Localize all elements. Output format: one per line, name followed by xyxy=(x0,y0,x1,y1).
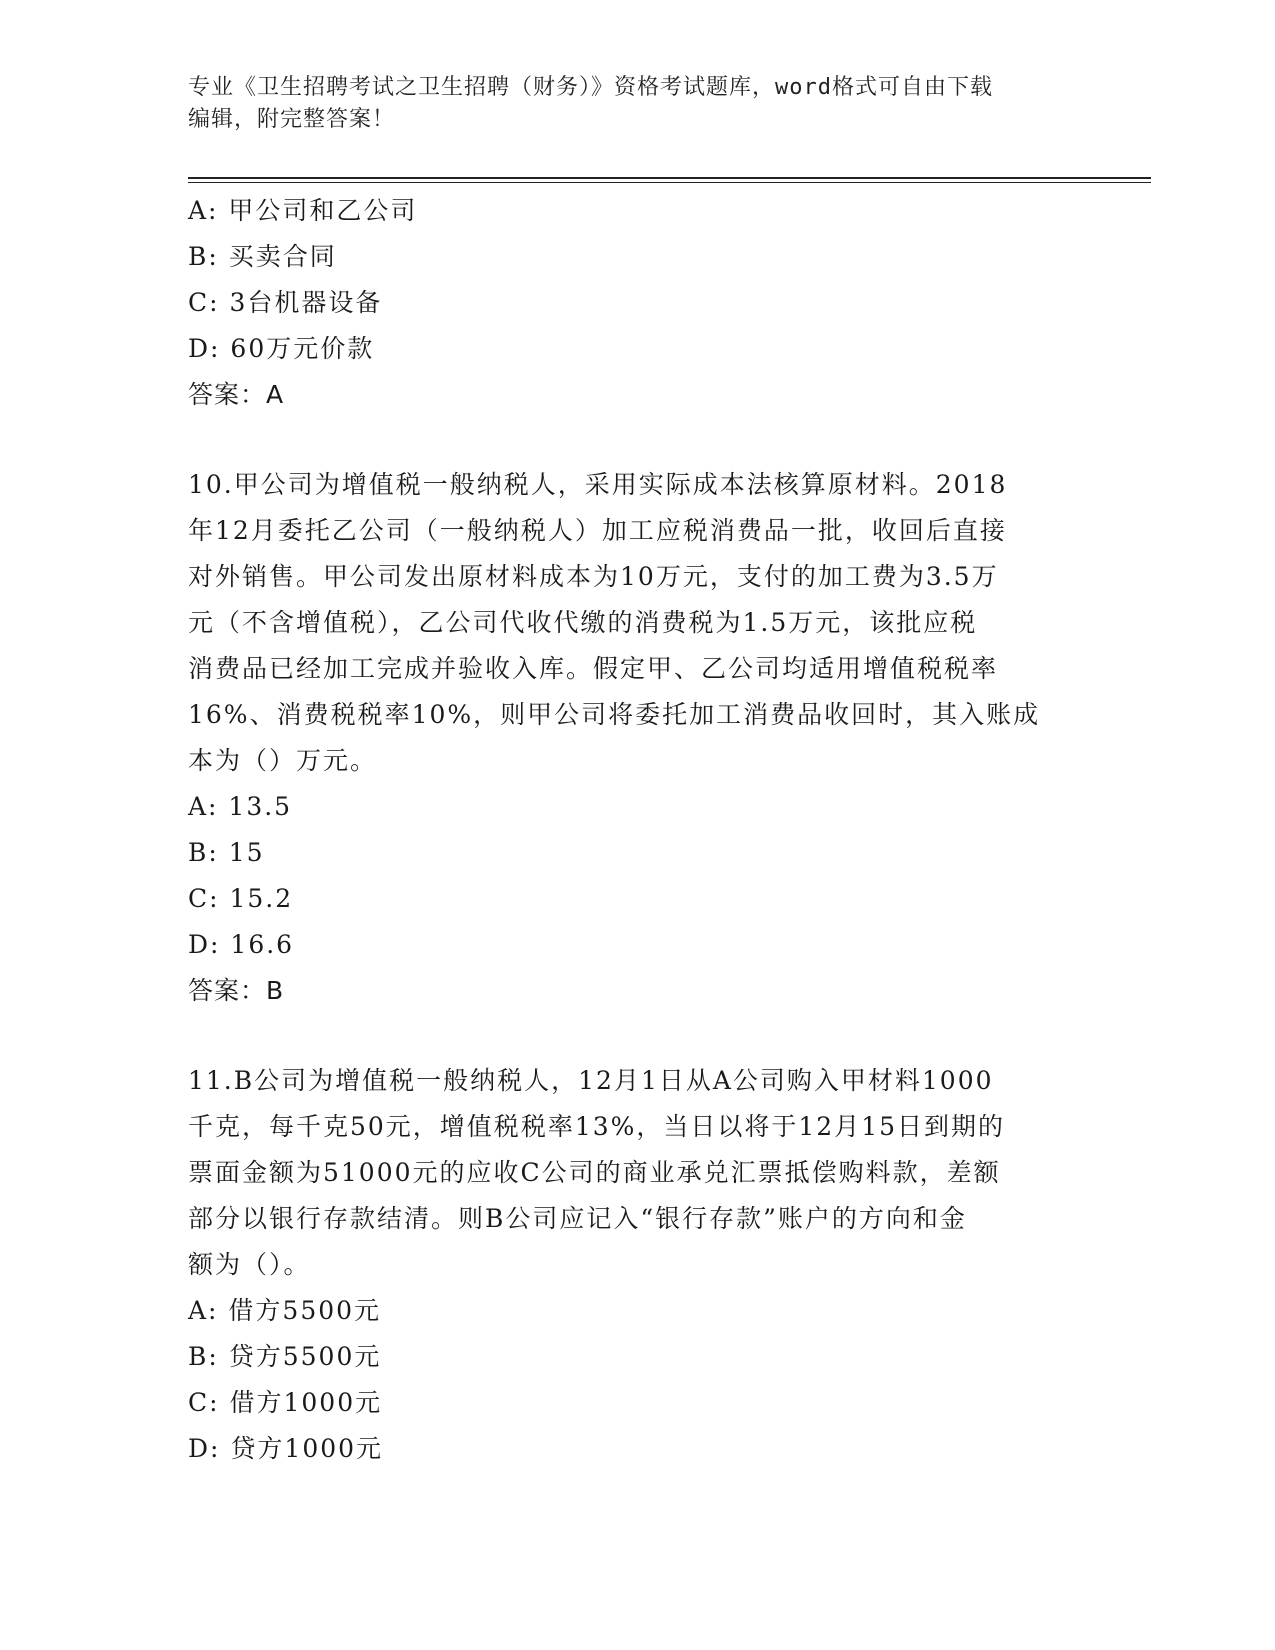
page-header xyxy=(188,72,1088,136)
question-line: 年12月委托乙公司（一般纳税人）加工应税消费品一批，收回后直接 xyxy=(188,516,1007,545)
question-line: 元（不含增值税），乙公司代收代缴的消费税为1.5万元，该批应税 xyxy=(188,608,978,637)
question-line: 16%、消费税税率10%，则甲公司将委托加工消费品收回时，其入账成 xyxy=(188,700,1041,729)
option-a: A: 甲公司和乙公司 xyxy=(188,196,418,225)
question-line: 11.B公司为增值税一般纳税人，12月1日从A公司购入甲材料1000 xyxy=(188,1066,994,1095)
question-11 xyxy=(188,1058,1088,1472)
header-line-1: 专业《卫生招聘考试之卫生招聘（财务）》资格考试题库，word格式可自由下载 xyxy=(188,75,993,100)
option-a: A: 13.5 xyxy=(188,792,293,821)
question-text xyxy=(188,462,1088,784)
question-line: 票面金额为51000元的应收C公司的商业承兑汇票抵偿购料款，差额 xyxy=(188,1158,1001,1187)
question-list xyxy=(188,188,1088,1472)
option-c: C: 借方1000元 xyxy=(188,1388,383,1417)
question-line: 消费品已经加工完成并验收入库。假定甲、乙公司均适用增值税税率 xyxy=(188,654,999,683)
question-line: 部分以银行存款结清。则B公司应记入“银行存款”账户的方向和金 xyxy=(188,1204,967,1233)
option-d: D: 60万元价款 xyxy=(188,334,375,363)
option-a: A: 借方5500元 xyxy=(188,1296,382,1325)
answer-label: 答案：B xyxy=(188,976,285,1005)
question-line: 千克，每千克50元，增值税税率13%，当日以将于12月15日到期的 xyxy=(188,1112,1006,1141)
option-b: B: 贷方5500元 xyxy=(188,1342,382,1371)
question-9 xyxy=(188,188,1088,418)
header-divider-thick xyxy=(188,177,1151,179)
question-line: 额为（）。 xyxy=(188,1250,311,1279)
question-text xyxy=(188,1058,1088,1288)
option-d: D: 贷方1000元 xyxy=(188,1434,384,1463)
option-d: D: 16.6 xyxy=(188,930,295,959)
header-divider-thin xyxy=(188,182,1151,183)
question-10 xyxy=(188,462,1088,1014)
option-b: B: 买卖合同 xyxy=(188,242,337,271)
answer-label: 答案：A xyxy=(188,380,285,409)
question-line: 本为（）万元。 xyxy=(188,746,378,775)
question-line: 对外销售。甲公司发出原材料成本为10万元，支付的加工费为3.5万 xyxy=(188,562,999,591)
header-line-2: 编辑，附完整答案！ xyxy=(188,107,396,132)
question-line: 10.甲公司为增值税一般纳税人，采用实际成本法核算原材料。2018 xyxy=(188,470,1008,499)
option-c: C: 15.2 xyxy=(188,884,294,913)
option-c: C: 3台机器设备 xyxy=(188,288,383,317)
option-b: B: 15 xyxy=(188,838,265,867)
